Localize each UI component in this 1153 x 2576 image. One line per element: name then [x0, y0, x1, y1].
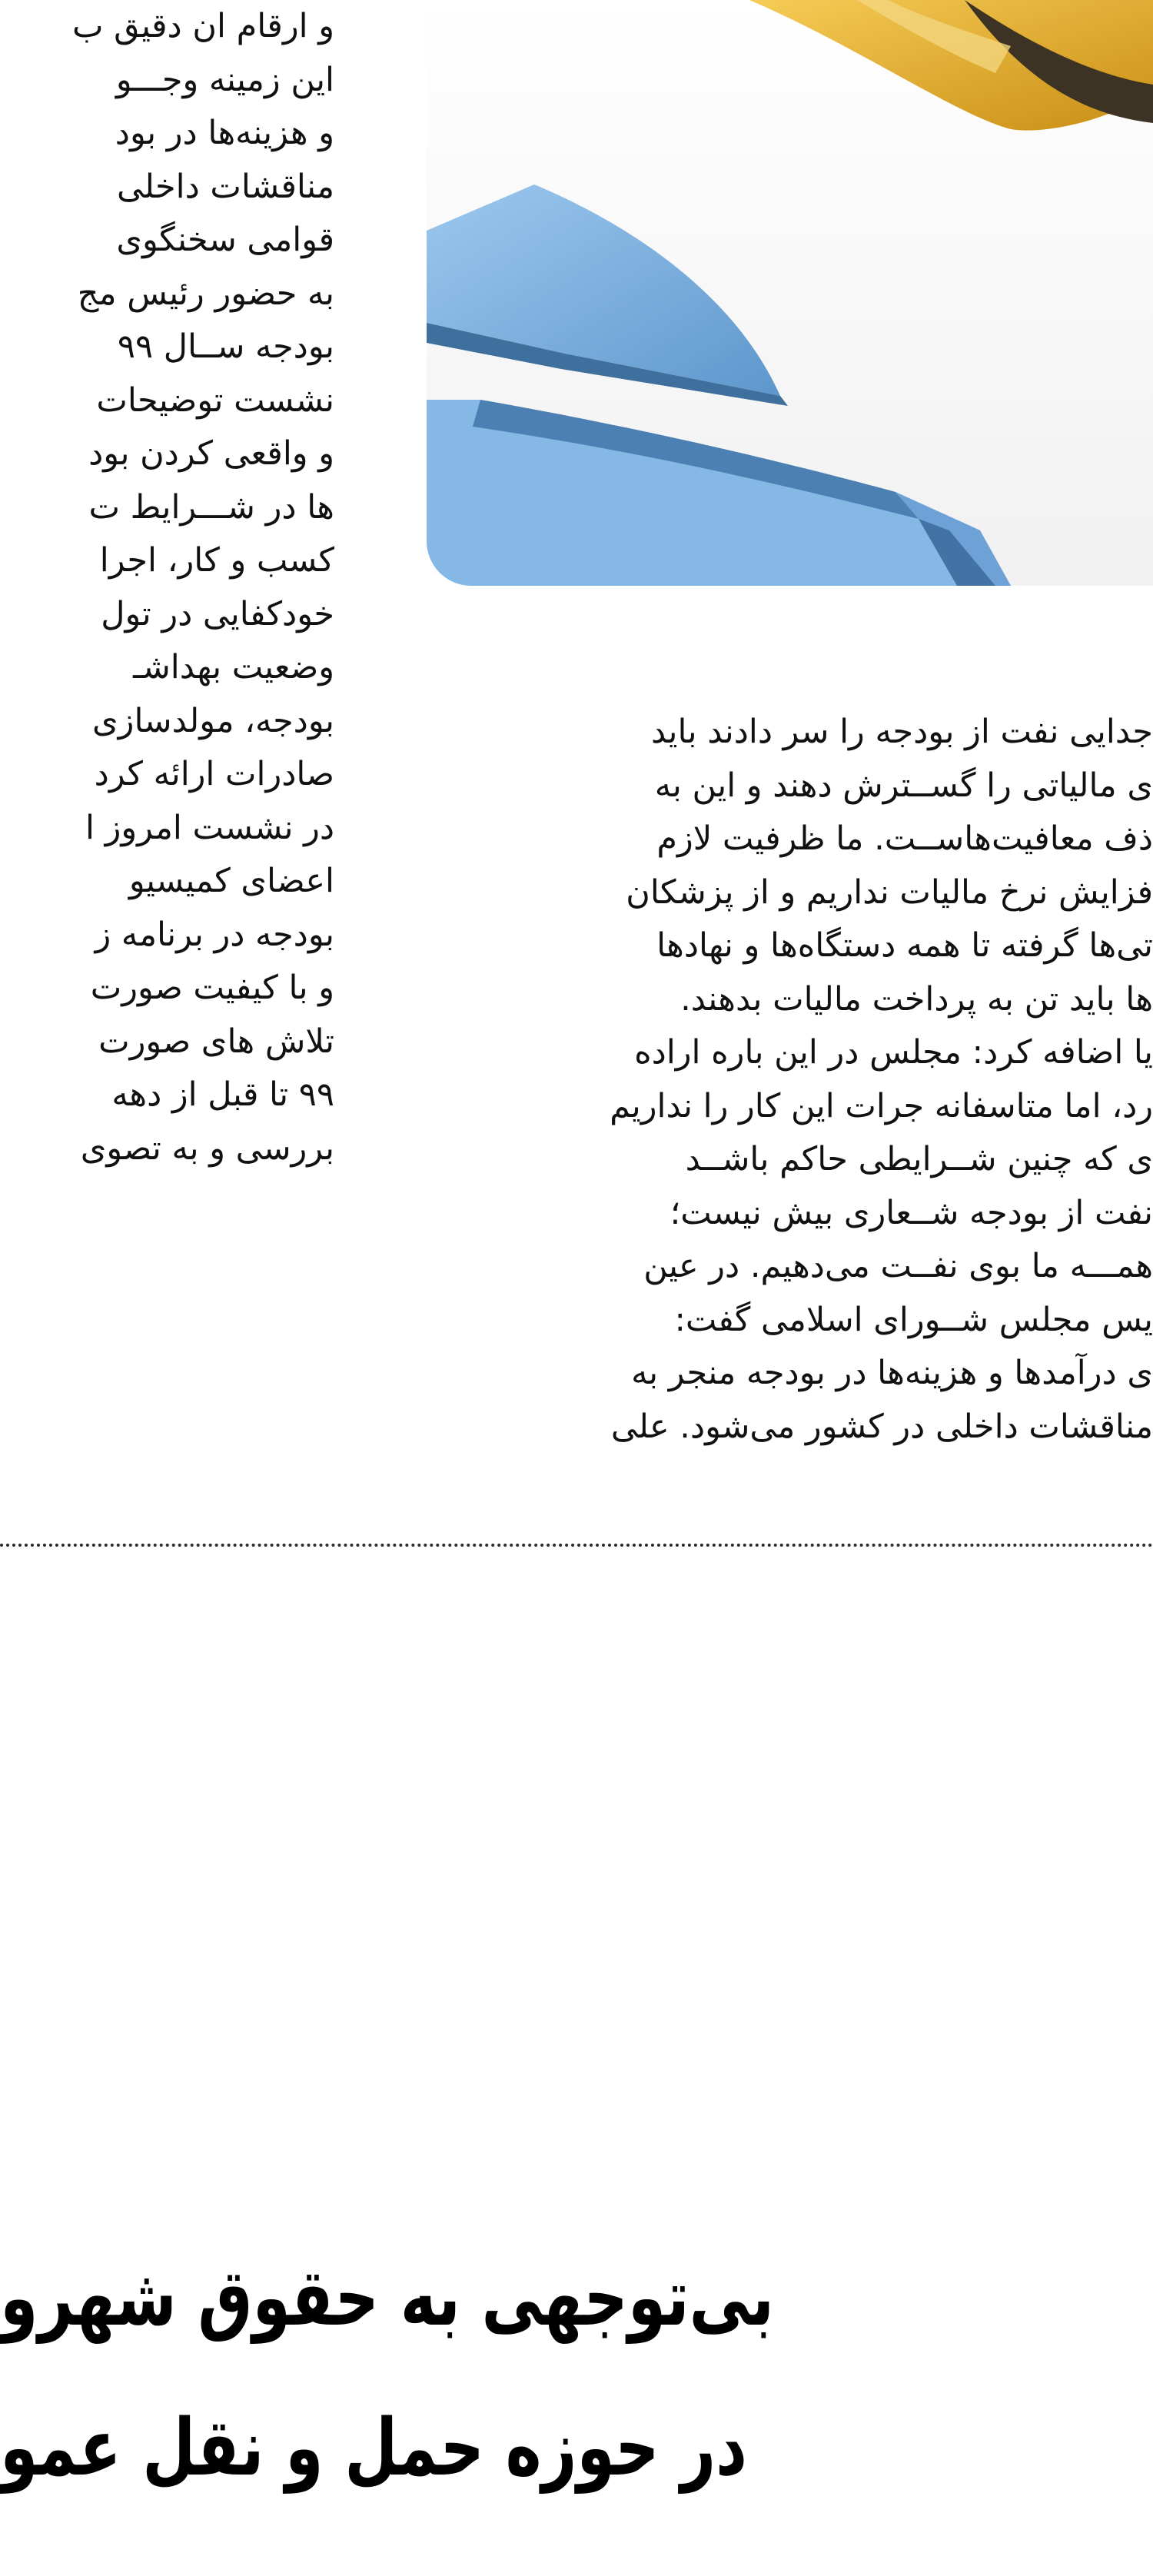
text-line: و ارقام ان دقیق ب: [72, 7, 334, 45]
text-line: ذف معافیت‌هاســت. ما ظرفیت لازم: [656, 819, 1153, 858]
text-line: خودکفایی در تول: [101, 594, 334, 633]
text-line: ها در شـــرایط ت: [88, 487, 334, 527]
text-line: صادرات ارائه کرد: [94, 755, 334, 793]
text-line: و هزینه‌ها در بود: [115, 114, 334, 152]
text-line: یا اضافه کرد: مجلس در این باره اراده: [634, 1033, 1153, 1072]
text-line: در نشست امروز ا: [85, 808, 334, 847]
text-line: بودجه، مولدسازی: [92, 701, 334, 740]
article-photo: [427, 0, 1153, 586]
text-line: وضعیت بهداشـ: [133, 648, 334, 686]
text-line: جدایی نفت از بودجه را سر دادند باید: [650, 713, 1153, 751]
text-line: کسب و کار، اجرا: [99, 541, 334, 580]
text-line: مناقشات داخلی: [116, 167, 334, 206]
text-line: فزایش نرخ مالیات نداریم و از پزشکان: [626, 873, 1153, 912]
text-line: مناقشات داخلی در کشور می‌شود. علی: [610, 1407, 1153, 1446]
text-line: این زمینه وجـــو: [115, 60, 334, 99]
text-line: بودجه ســال ۹۹: [117, 327, 334, 366]
headline-line-1-text: بی‌توجهی به حقوق شهرو: [0, 2252, 775, 2344]
text-line: یس مجلس شــورای اسلامی گفت:: [674, 1300, 1153, 1339]
text-line: تلاش های صورت: [98, 1022, 334, 1061]
text-line: قوامی سخنگوی: [116, 221, 334, 259]
text-line: و با کیفیت صورت: [90, 969, 334, 1007]
text-line: ۹۹ تا قبل از دهه: [111, 1075, 334, 1114]
dotted-divider: [0, 1544, 1153, 1547]
text-line: ی درآمدها و هزینه‌ها در بودجه منجر به: [631, 1354, 1153, 1392]
text-line: رد، اما متاسفانه جرات این کار را نداریم: [610, 1086, 1153, 1125]
text-line: نشست توضیحات: [96, 381, 334, 420]
text-line: اعضای کمیسیو: [128, 862, 334, 900]
headline-line-2: [0, 2391, 1153, 2506]
text-line: و واقعی کردن بود: [88, 434, 334, 473]
text-line: ی مالیاتی را گســترش دهند و این به: [654, 766, 1153, 805]
text-line: نفت از بودجه شــعاری بیش نیست؛: [670, 1193, 1153, 1232]
text-line: همـــه ما بوی نفــت می‌دهیم. در عین: [643, 1247, 1153, 1285]
headline-line-2-text: در حوزه حمل و نقل عمو: [0, 2402, 747, 2494]
text-line: ها باید تن به پرداخت مالیات بدهند.: [680, 979, 1153, 1019]
text-line: به حضور رئیس مج: [77, 274, 334, 313]
left-text-column: [0, 0, 334, 1175]
pencil-and-blue-shapes-image: [427, 0, 1153, 586]
headline-line-1: [0, 2241, 1153, 2356]
text-line: ی که چنین شــرایطی حاکم باشــد: [685, 1140, 1153, 1178]
text-line: بررسی و به تصوی: [80, 1128, 334, 1168]
text-line: بودجه در برنامه ز: [95, 915, 334, 954]
right-text-column: [427, 706, 1153, 1454]
text-line: تی‌ها گرفته تا همه دستگاه‌ها و نهادها: [656, 926, 1153, 965]
